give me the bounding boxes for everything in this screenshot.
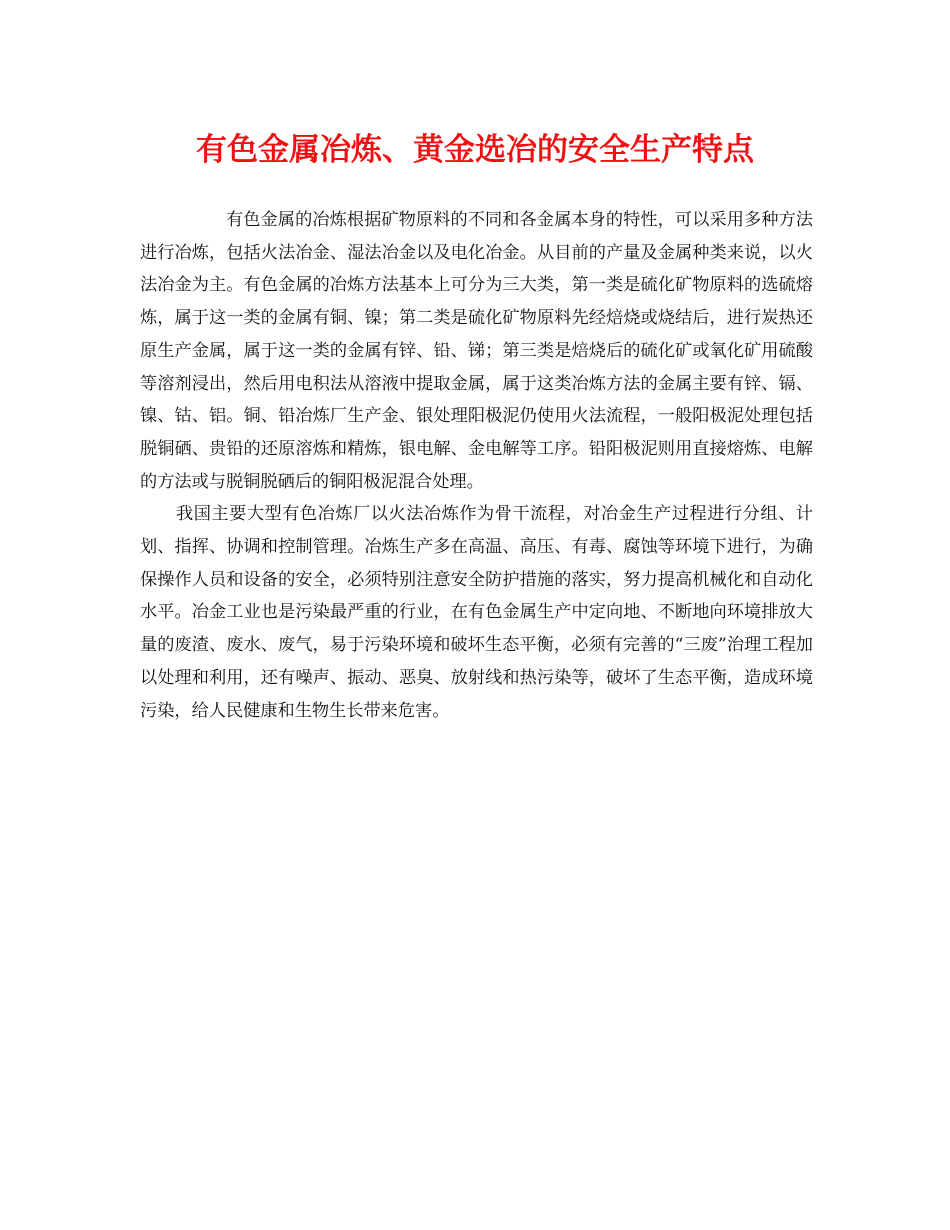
body-paragraph-1: 有色金属的冶炼根据矿物原料的不同和各金属本身的特性，可以采用多种方法进行冶炼，包括火法冶金、湿法冶金以及电化冶金。从目前的产量及金属种类来说，以火法冶金为主。有色金属的冶炼方法基本上可分为三大类，第一类是硫化矿物原料的选硫熔炼，属于这一类的金属有铜、镍；第二类是硫化矿物原料先经焙烧或烧结后，进行炭热还原生产金属，属于这一类的金属有锌、铅、锑；第三类是焙烧后的硫化矿或氧化矿用硫酸等溶剂浸出，然后用电积法从溶液中提取金属，属于这类冶炼方法的金属主要有锌、镉、镍、钴、铝。铜、铅冶炼厂生产金、银处理阳极泥仍使用火法流程，一般阳极泥处理包括脱铜硒、贵铅的还原溶炼和精炼，银电解、金电解等工序。铅阳极泥则用直接熔炼、电解的方法或与脱铜脱硒后的铜阳极泥混合处理。 [140,210,813,492]
document-body [140,204,813,727]
page-title: 有色金属冶炼、黄金选冶的安全生产特点 [196,132,754,168]
body-paragraph-2: 我国主要大型有色冶炼厂以火法冶炼作为骨干流程，对冶金生产过程进行分组、计划、指挥、协调和控制管理。冶炼生产多在高温、高压、有毒、腐蚀等环境下进行，为确保操作人员和设备的安全，必须特别注意安全防护措施的落实，努力提高机械化和自动化水平。冶金工业也是污染最严重的行业，在有色金属生产中定向地、不断地向环境排放大量的废渣、废水、废气，易于污染环境和破坏生态平衡，必须有完善的“三废”治理工程加以处理和利用，还有噪声、振动、恶臭、放射线和热污染等，破坏了生态平衡，造成环境污染，给人民健康和生物生长带来危害。 [140,504,813,721]
